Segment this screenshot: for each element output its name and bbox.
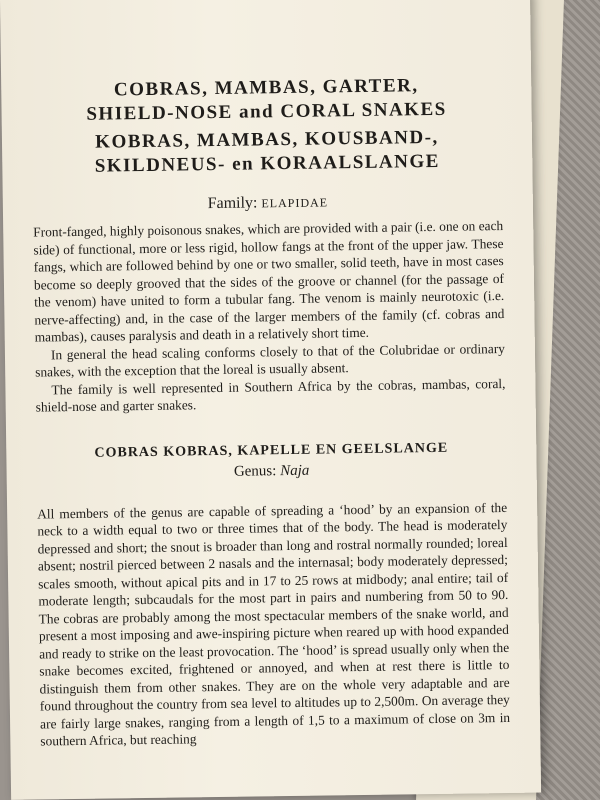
heading-english-line-2: SHIELD-NOSE and CORAL SNAKES bbox=[86, 98, 447, 125]
genus-line bbox=[37, 459, 507, 483]
heading-english bbox=[31, 73, 502, 128]
heading-english-line-1: COBRAS, MAMBAS, GARTER, bbox=[113, 75, 419, 101]
genus-label: Genus: bbox=[233, 462, 277, 480]
heading-afrikaans-line-2: SKILDNEUS- en KORAALSLANGE bbox=[94, 150, 441, 177]
genus-name: Naja bbox=[280, 462, 310, 479]
heading-afrikaans bbox=[32, 125, 503, 180]
intro-paragraph-3: The family is well represented in Southern Africa by the cobras, mambas, coral, shield-nose and garter snakes. bbox=[35, 375, 506, 415]
page-content bbox=[31, 73, 510, 750]
intro-paragraph-2: In general the head scaling conforms closely to that of the Colubridae or ordinary snakes, with the exception that the loreal is usually absent. bbox=[35, 340, 506, 380]
family-name: ELAPIDAE bbox=[261, 195, 329, 211]
family-label: Family: bbox=[207, 194, 258, 213]
heading-afrikaans-line-1: KOBRAS, MAMBAS, KOUSBAND-, bbox=[95, 126, 439, 153]
intro-paragraph-1: Front-fanged, highly poisonous snakes, which are provided with a pair (i.e. one on each side) of functional, more or less rigid, hollow fangs at the front of the upper jaw. These fangs, which are followed behind by one or two smaller, solid teeth, have in most cases become so deeply grooved that the sides of the groove or channel (for the passage of the venom) have united to form a tubular fang. The venom is mainly neurotoxic (i.e. nerve-affecting) and, in the case of the larger members of the family (cf. cobras and mambas), causes paralysis and death in a relatively short time. bbox=[33, 217, 505, 345]
family-line bbox=[33, 191, 503, 216]
section-title: COBRAS KOBRAS, KAPELLE EN GEELSLANGE bbox=[94, 440, 449, 461]
genus-paragraph: All members of the genus are capable of spreading a ‘hood’ by an expansion of the neck to a width equal to two or three times that of the body. The head is moderately depressed and short; the snout is broader than long and rostral normally rounded; loreal absent; nostril pierced between 2 nasals and the internasal; body moderately depressed; scales smooth, without apical pits and in 17 to 25 rows at midbody; anal entire; tail of moderate length; subcaudals for the most part in pairs and numbering from 50 to 90. The cobras are probably among the most spectacular members of the snake world, and present a most imposing and awe-inspiring picture when reared up with hood expanded and ready to strike on the least provocation. The ‘hood’ is spread usually only when the snake becomes excited, frightened or annoyed, and when at rest there is little to distinguish them from other snakes. They are on the whole very adaptable and are found throughout the country from sea level to altitudes up to 2,500m. On average they are fairly large snakes, ranging from a length of 1,5 to a maximum of close on 3m in southern Africa, but reaching bbox=[37, 499, 511, 749]
